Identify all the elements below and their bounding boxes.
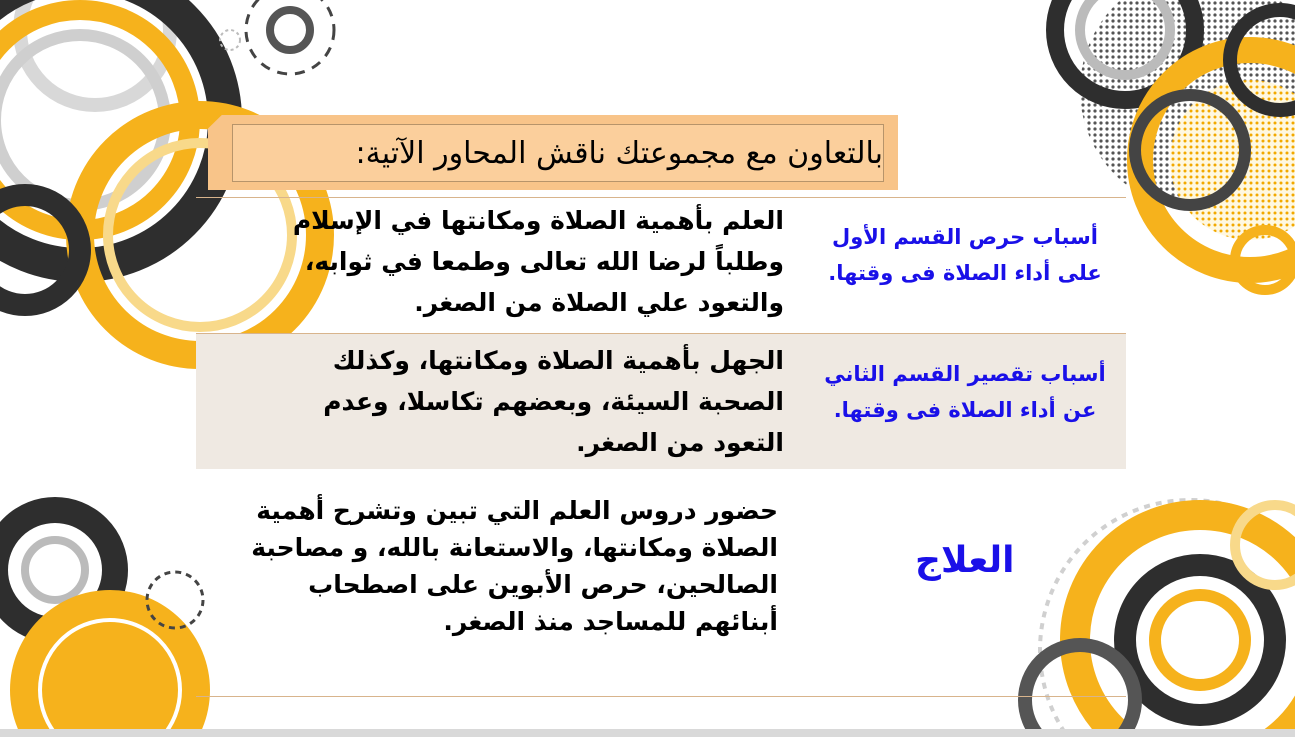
row-1-content: العلم بأهمية الصلاة ومكانتها في الإسلام وطلباً لرضا الله تعالى وطمعا في ثوابه، والتعود علي الصلاة من الصغر. <box>292 206 784 317</box>
table-rule-bottom <box>196 696 1126 697</box>
slide-bottom-bar <box>0 729 1295 737</box>
row-2-label: أسباب تقصير القسم الثاني عن أداء الصلاة فى وقتها. <box>824 362 1106 422</box>
row-3-content: حضور دروس العلم التي تبين وتشرح أهمية الصلاة ومكانتها، والاستعانة بالله، و مصاحبة الصالحين، حرص الأبوين على اصطحاب أبنائهم للمساجد منذ الصغر. <box>251 496 778 636</box>
row-1-label: أسباب حرص القسم الأول على أداء الصلاة فى وقتها. <box>828 225 1102 285</box>
table-rule-middle <box>196 333 1126 334</box>
bottom-left-circle-cluster <box>0 510 210 737</box>
bottom-right-circle-cluster <box>1025 500 1295 737</box>
header-box <box>232 124 884 182</box>
instruction-title: بالتعاون مع مجموعتك ناقش المحاور الآتية: <box>355 135 883 171</box>
row-2-content: الجهل بأهمية الصلاة ومكانتها، وكذلك الصحبة السيئة، وبعضهم تكاسلا، وعدم التعود من الصغر. <box>323 346 784 457</box>
remedy-label: العلاج <box>915 540 1015 581</box>
table-rule-top <box>196 197 1126 198</box>
